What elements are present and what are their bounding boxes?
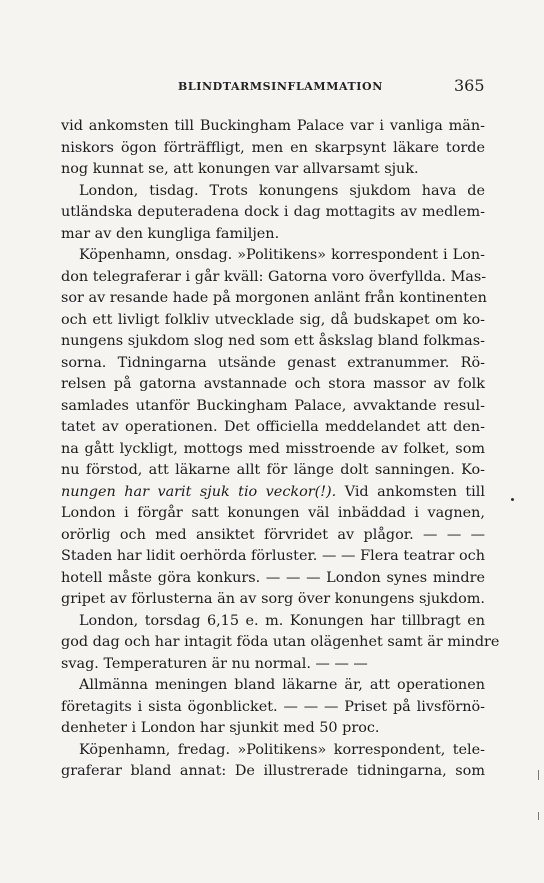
text-line: London i förgår satt konungen väl inbäddad i vagnen, <box>61 505 485 521</box>
italic-phrase: nungen har varit sjuk tio veckor(!). <box>61 483 337 500</box>
text-line: relsen på gatorna avstannade och stora massor av folk <box>61 376 485 392</box>
text-line: Allmänna meningen bland läkarne är, att operationen <box>79 677 485 693</box>
text-line: don telegraferar i går kväll: Gatorna voro överfyllda. Mas- <box>61 268 487 285</box>
text-line: nungens sjukdom slog ned som ett åskslag bland folkmas- <box>61 333 485 349</box>
text-line: tatet av operationen. Det officiella meddelandet att den- <box>61 419 485 435</box>
text-line: samlades utanför Buckingham Palace, avvaktande resul- <box>61 397 485 414</box>
page-number: 365 <box>454 76 485 95</box>
text-line: graferar bland annat: De illustrerade tidningarna, som <box>61 763 485 779</box>
text-line: na gått lyckligt, mottogs med misstroende av folket, som <box>61 440 485 457</box>
text-line: Köpenhamn, fredag. »Politikens» korrespondent, tele- <box>79 741 485 758</box>
text-line: svag. Temperaturen är nu normal. — — — <box>61 655 368 672</box>
line-continuation: Vid ankomsten till <box>336 483 485 500</box>
text-line: hotell måste göra konkurs. — — — London synes mindre <box>61 569 485 586</box>
running-title: BLINDTARMSINFLAMMATION <box>178 80 383 93</box>
edge-mark <box>538 770 539 780</box>
text-line: vid ankomsten till Buckingham Palace var i vanliga män- <box>61 118 485 134</box>
text-line: utländska deputeradena dock i dag mottagits av medlem- <box>61 204 485 220</box>
text-line: och ett livligt folkliv utvecklade sig, då budskapet om ko- <box>61 311 485 328</box>
text-line: företagits i sista ögonblicket. — — — Priset på livsförnö- <box>61 698 485 715</box>
text-line: orörlig och med ansiktet förvridet av plågor. — — — <box>61 526 485 543</box>
text-line: gripet av förlusterna än av sorg över konungens sjukdom. <box>61 591 485 607</box>
text-line: god dag och har intagit föda utan olägenhet samt är mindre <box>61 634 500 650</box>
text-line: Staden har lidit oerhörda förluster. — — Flera teatrar och <box>61 548 485 564</box>
text-line: Köpenhamn, onsdag. »Politikens» korrespondent i Lon- <box>79 247 485 263</box>
text-line: London, torsdag 6,15 e. m. Konungen har tillbragt en <box>79 612 485 629</box>
body-text <box>61 116 500 783</box>
edge-mark <box>538 812 539 820</box>
margin-dot <box>511 498 514 501</box>
text-line: sorna. Tidningarna utsände genast extranummer. Rö- <box>61 354 485 371</box>
text-line: sor av resande hade på morgonen anlänt från kontinenten <box>61 290 487 306</box>
text-line: mar av den kungliga familjen. <box>61 225 280 242</box>
text-line: London, tisdag. Trots konungens sjukdom hava de <box>79 182 485 199</box>
text-line: niskors ögon förträffligt, men en skarpsynt läkare torde <box>61 139 485 156</box>
page-header <box>0 76 544 100</box>
text-line: nu förstod, att läkarne allt för länge dolt sanningen. Ko- <box>61 462 485 478</box>
text-line: nog kunnat se, att konungen var allvarsamt sjuk. <box>61 161 419 177</box>
text-line: denheter i London har sjunkit med 50 proc. <box>61 720 380 736</box>
text-line-italic <box>61 482 485 504</box>
